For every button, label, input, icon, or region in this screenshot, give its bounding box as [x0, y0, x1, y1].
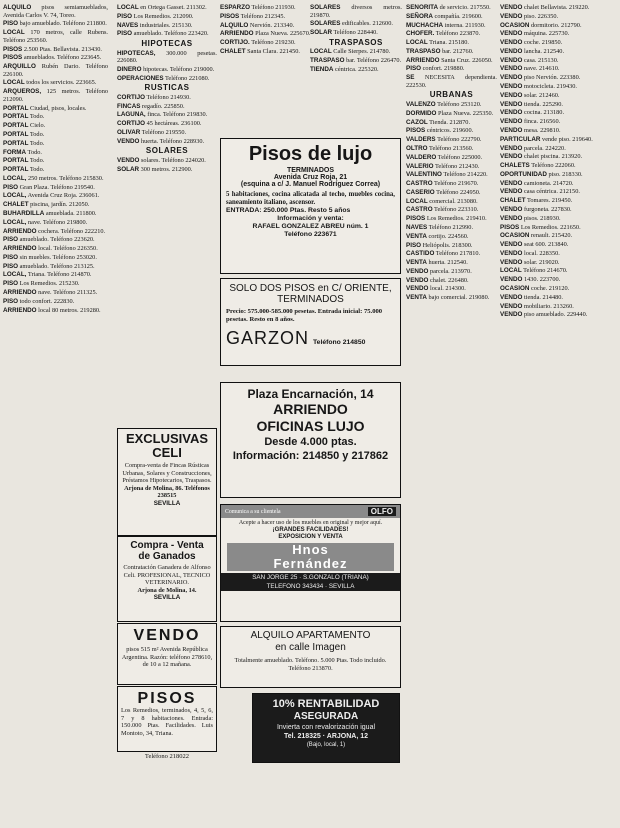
classified-item: DORMIDO Plaza Nueva. 225350.: [406, 109, 494, 117]
ad-ganados-body: Contratación Ganadera de Alfonso Celi. PROFESIONAL, TECNICO VETERINARIO.: [123, 564, 211, 587]
ad-lujo-sub: TERMINADOS: [286, 167, 335, 174]
classified-item: ARQUEROS, 125 metros. Teléfono 212090.: [3, 88, 108, 103]
ad-lujo-info: Información y venta:: [277, 215, 344, 222]
classified-item: VENDO piso. 226350.: [500, 12, 559, 20]
classified-item: CASTIDO Teléfono 217810.: [406, 250, 481, 258]
classified-item: LOCAL, nave. Teléfono 219800.: [3, 218, 88, 226]
classified-item: VALDERS Teléfono 222790.: [406, 136, 482, 144]
classified-item: OPERACIONES Teléfono 221080.: [117, 74, 210, 82]
classified-item: VENDO camioneta. 214720.: [500, 179, 574, 187]
ad-solo-title: SOLO DOS PISOS en C/ ORIENTE, TERMINADOS: [229, 283, 392, 305]
ad-hnos-address: SAN JORGE 25 · S.GONZALO (TRIANA): [221, 573, 400, 582]
ad-exclusivas-body: Compra-venta de Fincas Rústicas Urbanas, Solares y Construcciones, Préstamos Hipotecarios, Traspasos.: [122, 462, 212, 485]
ad-ganados-address: Arjona de Molina, 14.: [137, 586, 197, 594]
classified-item: VENDO piso amueblado. 229440.: [500, 311, 588, 319]
classified-item: CORTIJO 45 hectáreas. 236100.: [117, 120, 202, 128]
ad-rentab-title2: ASEGURADA: [293, 711, 359, 722]
classified-item: PISO amueblado. Teléfono 223620.: [3, 236, 95, 244]
classified-item: VENDO mobiliario. 213260.: [500, 302, 574, 310]
classified-item: OPORTUNIDAD piso. 218330.: [500, 170, 583, 178]
classified-item: LOCAL en Ortega Gasset. 211302.: [117, 4, 207, 11]
classified-item: LOCAL, Avenida Cruz Roja. 236061.: [3, 192, 100, 200]
ad-hnos-fernandez: [220, 504, 401, 622]
classified-item: LOCAL comercial. 213080.: [406, 197, 478, 205]
classified-item: VENTA huerta. 212540.: [406, 259, 468, 267]
ad-hnos-name2: Fernández: [273, 555, 348, 571]
classified-item: ALQUILO Nervión. 213340.: [220, 21, 295, 29]
classified-item: NAVES industriales. 215130.: [117, 21, 193, 29]
ad-ganados-title2: de Ganados: [138, 551, 196, 562]
ad-lujo-contact: RAFAEL GONZALEZ ABREU núm. 1: [252, 223, 369, 230]
section-rusticas: RUSTICAS: [144, 83, 190, 93]
classified-item: VENDO tienda. 214480.: [500, 293, 563, 301]
ad-pisos-phone: Teléfono 218022: [144, 753, 190, 760]
classified-item: OCASION renault. 215420.: [500, 232, 573, 240]
ad-pisos-body: Los Remedios, terminados, 4, 5, 6, 7 y 8 habitaciones. Entrada: 150.000 Ptas. Facilidades. Luis Montoto, 34, Triana.: [121, 707, 213, 737]
ad-plaza-line2: OFICINAS LUJO: [256, 418, 365, 434]
classified-item: CHALET Tomares. 219450.: [500, 197, 573, 205]
classified-item: PORTAL Todo.: [3, 113, 45, 121]
classified-item: SOLARES diversos metros. 219870.: [310, 4, 402, 19]
classified-item: FORMA Todo.: [3, 148, 42, 156]
classified-item: VENDO chalet piscina. 213920.: [500, 153, 583, 161]
classified-item: PISO todo confort. 222830.: [3, 297, 75, 305]
classified-item: ARRIENDO Plaza Nueva. 225670.: [220, 30, 311, 38]
ad-solo-brand: GARZON: [226, 327, 310, 348]
classified-item: CORTIJO Teléfono 214930.: [117, 93, 191, 101]
classified-item: VENDO pisos. 218930.: [500, 214, 561, 222]
classified-item: PISOS céntricos. 219600.: [406, 127, 474, 135]
classified-item: ARRIENDO nave. Teléfono 211325.: [3, 289, 98, 297]
classified-item: SE NECESITA dependienta. 222530.: [406, 74, 497, 89]
column-3: [220, 4, 320, 142]
ad-rentab-title1: 10% RENTABILIDAD: [272, 698, 380, 710]
ad-alquilo-body: Totalmente amueblado. Teléfono. 5.000 Ptas. Todo incluido. Teléfono 213870.: [234, 657, 387, 672]
ad-lujo-phone: Teléfono 223671: [284, 231, 337, 238]
classified-item: CAZOL Tienda. 212870.: [406, 118, 471, 126]
classified-item: HIPOTECAS, 300.000 pesetas. 226080.: [117, 49, 217, 65]
ad-hnos-facil: ¡GRANDES FACILIDADES!: [272, 527, 349, 534]
classified-item: ARRIENDO cochera. Teléfono 222210.: [3, 227, 106, 235]
classified-item: LOCAL, Triana. Teléfono 214870.: [3, 271, 92, 279]
classified-item: PISOS Los Remedios. 221650.: [500, 223, 581, 231]
classified-item: PISOS 2.500 Ptas. Bellavista. 213430.: [3, 45, 103, 53]
section-traspasos: TRASPASOS: [329, 37, 383, 47]
classified-item: OCASION dormitorio. 212790.: [500, 21, 582, 29]
classified-item: LOCAL Calle Sierpes. 214780.: [310, 48, 391, 56]
classified-item: PISO amueblado. Teléfono 223420.: [117, 30, 209, 38]
classified-item: PISO Heliópolis. 218300.: [406, 241, 473, 249]
classified-item: TIENDA céntrica. 225320.: [310, 65, 379, 73]
classified-item: PISO Los Remedios. 212090.: [117, 12, 194, 20]
classified-item: SEÑORITA de servicio. 217550.: [406, 4, 491, 11]
classified-item: VALENTINO Teléfono 214220.: [406, 171, 488, 179]
ad-hnos-name1: Hnos: [292, 541, 329, 557]
classified-item: PORTAL Ciudad, pisos, locales.: [3, 104, 87, 112]
classified-item: PORTAL Todo.: [3, 130, 45, 138]
classified-item: VENDO cocina. 213180.: [500, 109, 565, 117]
column-6: [500, 4, 617, 824]
ad-lujo-title: Pisos de lujo: [248, 143, 373, 165]
classified-item: MUCHACHA interna. 211930.: [406, 21, 486, 29]
classified-item: VENDO coche. 219850.: [500, 39, 563, 47]
classified-item: NAVES Teléfono 212990.: [406, 223, 474, 231]
classified-item: FINCAS regadío. 225850.: [117, 102, 185, 110]
ad-pisos-title: PISOS: [137, 690, 197, 707]
section-urbanas: URBANAS: [429, 90, 474, 100]
classified-item: VENDO casa. 215130.: [500, 56, 559, 64]
classified-item: PISOS Teléfono 212345.: [220, 12, 286, 20]
classified-item: VENDO local. 228350.: [500, 249, 560, 257]
ad-exclusivas-title: EXCLUSIVAS: [125, 431, 209, 446]
classified-item: VENDO chalet. 226480.: [406, 276, 469, 284]
ad-solo-phone: Teléfono 214850: [313, 338, 366, 346]
classified-item: PORTAL Cielo.: [3, 122, 46, 130]
classified-item: VENDO parcela. 213970.: [406, 267, 472, 275]
classified-item: ARRIENDO local. Teléfono 226350.: [3, 245, 98, 253]
classified-item: VENDO local. 214300.: [406, 285, 466, 293]
classified-item: ARRIENDO Santa Cruz. 226050.: [406, 56, 493, 64]
classified-item: CORTIJO. Teléfono 219230.: [220, 39, 296, 47]
ad-plaza-encarnacion: [220, 382, 401, 498]
ad-rentab-tel: Tel. 218325 · ARJONA, 12: [283, 733, 369, 740]
classified-item: LAGUNA, finca. Teléfono 219830.: [117, 111, 208, 119]
classified-item: VENDO finca. 216560.: [500, 118, 561, 126]
classified-item: VENDO motocicleta. 219430.: [500, 83, 577, 91]
classified-item: ALQUILO pisos semiamueblados, Avenida Carlos V. 74, Toreo.: [3, 4, 108, 19]
classified-item: VENDO parcela. 224220.: [500, 144, 566, 152]
ad-exclusivas-title2: CELI: [152, 445, 182, 460]
classified-item: VENTA bajo comercial. 219080.: [406, 294, 490, 302]
classified-item: VENDO piso Nervión. 223380.: [500, 74, 581, 82]
classified-item: VENDO máquina. 225730.: [500, 30, 570, 38]
classified-item: SOLAR 300 metros. 212900.: [117, 165, 193, 173]
classified-item: OLTRO Teléfono 213560.: [406, 144, 474, 152]
classified-item: VENDO mesa. 229810.: [500, 126, 561, 134]
classified-item: VENDO solar. 212460.: [500, 91, 560, 99]
classified-item: LOCAL Triana. 215180.: [406, 39, 469, 47]
ad-exclusivas-celi: [117, 428, 217, 536]
ad-alquilo-title: ALQUILO APARTAMENTO: [250, 630, 371, 641]
ad-plaza-line3: Desde 4.000 ptas.: [264, 436, 357, 448]
ad-pisos-remedios: [117, 686, 217, 752]
ad-plaza-line1: ARRIENDO: [273, 401, 348, 417]
classified-item: PISO Los Remedios. 215230.: [3, 280, 80, 288]
classified-item: OCASION coche. 219120.: [500, 285, 570, 292]
classified-item: VENDO lancha. 212540.: [500, 47, 565, 55]
classified-item: VENDO seat 600. 213840.: [500, 241, 569, 249]
column-5: [406, 4, 497, 824]
section-solares: SOLARES: [145, 146, 189, 156]
ad-exclusivas-address: Arjona de Molina, 86. Teléfonos 238515: [124, 484, 210, 500]
ad-alquilo-sub: en calle Imagen: [275, 642, 346, 653]
classified-item: ARQUILLO Rubén Dario. Teléfono 226100.: [3, 63, 108, 78]
ad-ganados-city: SEVILLA: [153, 594, 181, 602]
ad-plaza-info: Información: 214850 y 217862: [232, 450, 389, 462]
ad-solo-dos-pisos: [220, 278, 401, 366]
ad-hnos-tel: TELEFONO 343434 · SEVILLA: [221, 582, 400, 591]
ad-alquilo-apartamento: [220, 626, 401, 688]
ad-ganados-title: Compra - Venta: [130, 540, 204, 551]
ad-hnos-top: Comunica a su clientela: [225, 508, 281, 515]
classified-item: PORTAL Todo.: [3, 157, 45, 165]
classified-item: CASTRO Teléfono 219670.: [406, 180, 479, 188]
ad-hnos-expo: EXPOSICION Y VENTA: [278, 534, 343, 541]
classified-item: VENDO chalet Bellavista. 219220.: [500, 4, 590, 11]
classified-item: LOCAL todos los servicios. 223665.: [3, 79, 97, 87]
ad-vendo-title: VENDO: [133, 627, 201, 644]
classified-item: SOLARES edificables. 212600.: [310, 20, 393, 28]
classified-item: LOCAL 170 metros, calle Rubens. Teléfono 253560.: [3, 29, 108, 44]
classified-item: CHALET Santa Clara. 221450.: [220, 47, 300, 55]
classified-item: CHOFER. Teléfono 223870.: [406, 30, 481, 38]
ad-rentabilidad: [252, 693, 400, 763]
classified-item: VENDO casa céntrica. 212150.: [500, 188, 580, 196]
classified-item: ESPARZO Teléfono 211930.: [220, 4, 296, 11]
ad-hnos-logo: OLFO: [368, 507, 396, 516]
classified-item: SEÑORA compañía. 219600.: [406, 12, 483, 20]
ad-ganados: [117, 536, 217, 622]
classified-item: CASTRO Teléfono 223310.: [406, 206, 479, 214]
classified-item: PISOS amueblados. Teléfono 223645.: [3, 54, 102, 62]
classified-item: PISO bajo amueblado. Teléfono 211800.: [3, 20, 107, 28]
classified-item: SOLAR Teléfono 228440.: [310, 29, 378, 37]
classified-item: VENDO 1430. 223700.: [500, 276, 561, 284]
classified-item: VENDO furgoneta. 227830.: [500, 205, 572, 213]
ad-exclusivas-city: SEVILLA: [153, 499, 181, 507]
ad-rentab-bajo: (Bajo, local, 1): [306, 742, 346, 748]
classified-item: VALENZO Teléfono 253120.: [406, 101, 482, 109]
classified-item: VENDO solar. 219020.: [500, 258, 560, 266]
classified-item: DINERO hipotecas. Teléfono 219000.: [117, 65, 215, 73]
classified-item: CHALET piscina, jardín. 212050.: [3, 201, 90, 209]
ad-pisos-de-lujo: [220, 138, 401, 274]
ad-plaza-title: Plaza Encarnación, 14: [247, 387, 374, 401]
classified-item: VENDO solares. Teléfono 224020.: [117, 156, 206, 164]
classified-item: VALERIO Teléfono 212430.: [406, 162, 480, 170]
classified-item: TRASPASO bar. 212760.: [406, 47, 474, 55]
classified-item: PORTAL Todo.: [3, 166, 45, 174]
classified-item: VENDO nave. 214610.: [500, 65, 560, 73]
ad-hnos-body: Acepte a hacer uso de los muebles en original y mejor aquí.: [238, 520, 383, 526]
classified-item: TRASPASO bar. Teléfono 226470.: [310, 57, 402, 65]
ad-lujo-address: Avenida Cruz Roja, 21: [273, 174, 348, 181]
classified-item: PISO Gran Plaza. Teléfono 219540.: [3, 183, 95, 191]
ad-lujo-entrada: ENTRADA: 250.000 Ptas. Resto 5 años: [226, 207, 351, 214]
classified-item: VENDO tienda. 225290.: [500, 100, 563, 108]
classified-item: PISO amueblado. Teléfono 213125.: [3, 262, 95, 270]
classified-item: PISO sin muebles. Teléfono 253020.: [3, 253, 97, 261]
ad-lujo-body: 5 habitaciones, cocina alicatada al techo, muebles cocina, saneamiento italiano, ascensor.: [226, 191, 395, 206]
ad-lujo-address2: (esquina a c/ J. Manuel Rodríguez Correa): [240, 181, 381, 188]
classified-item: LOCAL, 250 metros. Teléfono 215830.: [3, 174, 104, 182]
classified-item: PORTAL Todo.: [3, 139, 45, 147]
column-4: [310, 4, 402, 139]
ad-rentab-body: Invierta con revalorización igual: [276, 724, 376, 731]
ad-vendo: [117, 623, 217, 685]
classified-item: CHALETS Teléfono 222060.: [500, 162, 576, 170]
ad-vendo-body: pisos 515 m² Avenida República Argentina. Razón: teléfono 278610, de 10 a 12 mañana.: [121, 646, 213, 669]
classified-item: OLIVAR Teléfono 219550.: [117, 129, 187, 136]
classified-item: BUHARDILLA amueblada. 211800.: [3, 210, 97, 217]
classified-item: LOCAL Teléfono 214670.: [500, 267, 568, 275]
classified-item: CASERIO Teléfono 224950.: [406, 188, 481, 196]
classified-item: ARRIENDO local 80 metros. 219280.: [3, 306, 101, 314]
classified-item: PARTICULAR vende piso. 219640.: [500, 135, 593, 143]
classified-item: PISOS Los Remedios. 219410.: [406, 215, 487, 223]
classified-item: VALDERO Teléfono 225000.: [406, 153, 483, 161]
classified-item: VENDO huerta. Teléfono 228930.: [117, 137, 205, 145]
classified-item: VENTA cortijo. 224560.: [406, 232, 469, 240]
column-1: [3, 4, 108, 824]
section-hipotecas: HIPOTECAS: [141, 38, 193, 48]
classified-item: PISO confort. 219880.: [406, 65, 465, 73]
ad-solo-body: Precio: 575.000-585.000 pesetas. Entrada inicial: 75.000 pesetas. Resto en 8 años.: [226, 308, 383, 323]
